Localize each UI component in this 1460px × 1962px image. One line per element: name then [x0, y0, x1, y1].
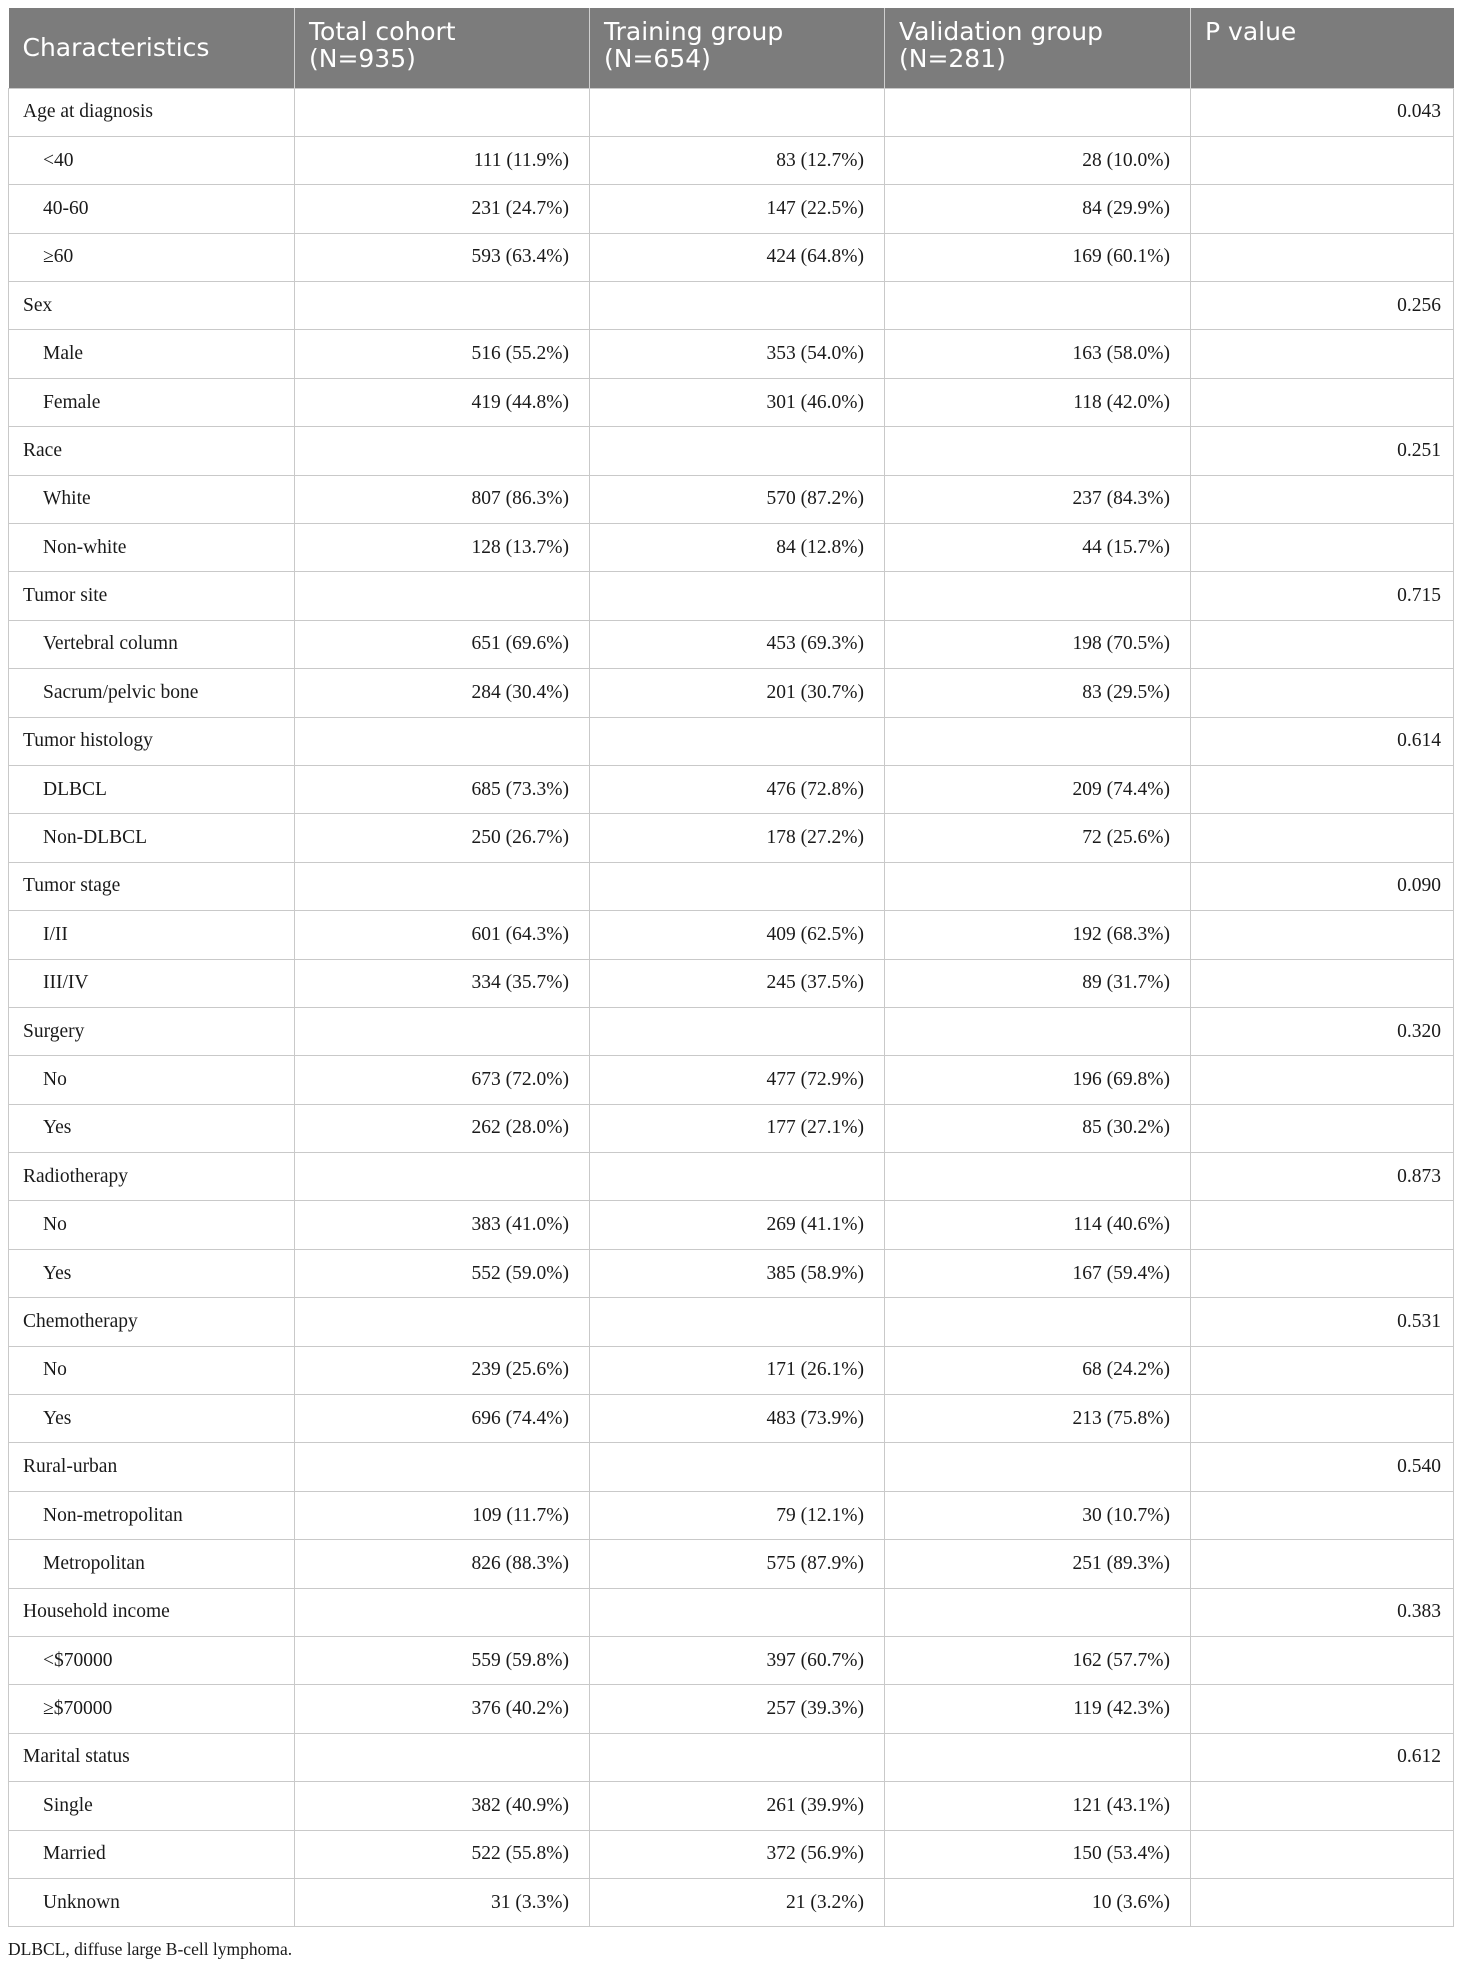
cell-p-value — [1191, 959, 1454, 1007]
cell-p-value — [1191, 1878, 1454, 1926]
cell-total-cohort: 696 (74.4%) — [295, 1395, 590, 1443]
cell-characteristic: Age at diagnosis — [9, 88, 295, 136]
cell-total-cohort — [295, 427, 590, 475]
table-row-category — [9, 1007, 1454, 1055]
cell-training-group — [590, 427, 885, 475]
cell-characteristic: Household income — [9, 1588, 295, 1636]
cell-characteristic: ≥$70000 — [9, 1685, 295, 1733]
cell-p-value: 0.614 — [1191, 717, 1454, 765]
cell-validation-group — [885, 1588, 1191, 1636]
cell-validation-group: 169 (60.1%) — [885, 233, 1191, 281]
header-validation-group-n: (N=281) — [899, 44, 1006, 73]
cell-training-group: 84 (12.8%) — [590, 524, 885, 572]
cell-characteristic: Tumor site — [9, 572, 295, 620]
table-row — [9, 524, 1454, 572]
cell-validation-group: 30 (10.7%) — [885, 1491, 1191, 1539]
cell-training-group: 424 (64.8%) — [590, 233, 885, 281]
cell-p-value: 0.090 — [1191, 862, 1454, 910]
cell-characteristic: Metropolitan — [9, 1540, 295, 1588]
cell-training-group: 483 (73.9%) — [590, 1395, 885, 1443]
cell-training-group: 453 (69.3%) — [590, 620, 885, 668]
cell-p-value — [1191, 330, 1454, 378]
cell-validation-group: 237 (84.3%) — [885, 475, 1191, 523]
cell-training-group: 83 (12.7%) — [590, 136, 885, 184]
cell-total-cohort: 651 (69.6%) — [295, 620, 590, 668]
cell-p-value: 0.256 — [1191, 282, 1454, 330]
cell-total-cohort: 522 (55.8%) — [295, 1830, 590, 1878]
cell-p-value: 0.715 — [1191, 572, 1454, 620]
table-row — [9, 1056, 1454, 1104]
cell-total-cohort — [295, 862, 590, 910]
cell-validation-group: 251 (89.3%) — [885, 1540, 1191, 1588]
cell-total-cohort — [295, 1007, 590, 1055]
cell-validation-group: 196 (69.8%) — [885, 1056, 1191, 1104]
cell-characteristic: <40 — [9, 136, 295, 184]
cell-characteristic: Female — [9, 378, 295, 426]
table-row — [9, 185, 1454, 233]
cell-training-group: 301 (46.0%) — [590, 378, 885, 426]
cell-total-cohort — [295, 1443, 590, 1491]
cell-total-cohort: 685 (73.3%) — [295, 765, 590, 813]
cell-total-cohort — [295, 1153, 590, 1201]
header-total-cohort-n: (N=935) — [309, 44, 416, 73]
cell-p-value — [1191, 378, 1454, 426]
cell-training-group: 257 (39.3%) — [590, 1685, 885, 1733]
cell-p-value — [1191, 814, 1454, 862]
header-training-group — [590, 8, 885, 88]
cell-training-group: 261 (39.9%) — [590, 1782, 885, 1830]
header-p-value-label: P value — [1205, 17, 1297, 46]
cell-training-group — [590, 88, 885, 136]
cell-p-value — [1191, 1637, 1454, 1685]
table-row — [9, 1104, 1454, 1152]
cell-p-value: 0.873 — [1191, 1153, 1454, 1201]
cell-training-group: 397 (60.7%) — [590, 1637, 885, 1685]
table-row — [9, 1637, 1454, 1685]
cell-total-cohort: 231 (24.7%) — [295, 185, 590, 233]
cell-validation-group — [885, 1298, 1191, 1346]
header-total-cohort — [295, 8, 590, 88]
header-p-value — [1191, 8, 1454, 88]
cell-characteristic: Yes — [9, 1104, 295, 1152]
cell-characteristic: Surgery — [9, 1007, 295, 1055]
cell-total-cohort: 826 (88.3%) — [295, 1540, 590, 1588]
table-row — [9, 1395, 1454, 1443]
cell-training-group — [590, 572, 885, 620]
cell-total-cohort — [295, 1588, 590, 1636]
table-container — [8, 8, 1453, 1960]
cell-validation-group — [885, 1153, 1191, 1201]
table-body — [9, 88, 1454, 1927]
cell-characteristic: Vertebral column — [9, 620, 295, 668]
cell-validation-group: 114 (40.6%) — [885, 1201, 1191, 1249]
cell-characteristic: Non-white — [9, 524, 295, 572]
cell-p-value — [1191, 1201, 1454, 1249]
cell-training-group: 245 (37.5%) — [590, 959, 885, 1007]
table-row-category — [9, 427, 1454, 475]
cell-training-group — [590, 717, 885, 765]
cell-p-value — [1191, 475, 1454, 523]
cell-p-value — [1191, 1491, 1454, 1539]
cell-validation-group: 89 (31.7%) — [885, 959, 1191, 1007]
cell-training-group: 372 (56.9%) — [590, 1830, 885, 1878]
cell-p-value: 0.251 — [1191, 427, 1454, 475]
cell-p-value: 0.320 — [1191, 1007, 1454, 1055]
cell-characteristic: No — [9, 1346, 295, 1394]
cell-validation-group: 213 (75.8%) — [885, 1395, 1191, 1443]
cell-p-value: 0.612 — [1191, 1733, 1454, 1781]
header-training-group-n: (N=654) — [604, 44, 711, 73]
cell-total-cohort — [295, 1733, 590, 1781]
cell-training-group: 147 (22.5%) — [590, 185, 885, 233]
cell-total-cohort: 128 (13.7%) — [295, 524, 590, 572]
cell-total-cohort: 382 (40.9%) — [295, 1782, 590, 1830]
cell-training-group: 21 (3.2%) — [590, 1878, 885, 1926]
cell-total-cohort — [295, 282, 590, 330]
table-row-category — [9, 1588, 1454, 1636]
cell-total-cohort: 673 (72.0%) — [295, 1056, 590, 1104]
cell-p-value: 0.383 — [1191, 1588, 1454, 1636]
cell-validation-group: 10 (3.6%) — [885, 1878, 1191, 1926]
table-row — [9, 669, 1454, 717]
cell-characteristic: Chemotherapy — [9, 1298, 295, 1346]
table-row — [9, 911, 1454, 959]
cell-characteristic: ≥60 — [9, 233, 295, 281]
cell-total-cohort: 376 (40.2%) — [295, 1685, 590, 1733]
cell-p-value — [1191, 185, 1454, 233]
cell-training-group — [590, 1007, 885, 1055]
cell-p-value — [1191, 1249, 1454, 1297]
cell-characteristic: <$70000 — [9, 1637, 295, 1685]
cell-training-group: 79 (12.1%) — [590, 1491, 885, 1539]
cell-p-value — [1191, 1395, 1454, 1443]
cell-p-value: 0.043 — [1191, 88, 1454, 136]
cell-validation-group: 84 (29.9%) — [885, 185, 1191, 233]
table-row-category — [9, 1298, 1454, 1346]
table-row-category — [9, 88, 1454, 136]
cell-total-cohort: 419 (44.8%) — [295, 378, 590, 426]
cell-characteristic: Radiotherapy — [9, 1153, 295, 1201]
cell-p-value — [1191, 1830, 1454, 1878]
cell-total-cohort: 601 (64.3%) — [295, 911, 590, 959]
table-footnote: DLBCL, diffuse large B-cell lymphoma. — [8, 1939, 293, 1960]
table-row — [9, 959, 1454, 1007]
table-row — [9, 1878, 1454, 1926]
cell-characteristic: Rural-urban — [9, 1443, 295, 1491]
cell-total-cohort: 239 (25.6%) — [295, 1346, 590, 1394]
header-characteristics-label: Characteristics — [22, 33, 210, 63]
cell-characteristic: White — [9, 475, 295, 523]
cell-training-group: 385 (58.9%) — [590, 1249, 885, 1297]
cell-characteristic: III/IV — [9, 959, 295, 1007]
cell-characteristic: Yes — [9, 1249, 295, 1297]
table-row — [9, 378, 1454, 426]
cell-validation-group: 121 (43.1%) — [885, 1782, 1191, 1830]
cell-validation-group: 150 (53.4%) — [885, 1830, 1191, 1878]
table-row — [9, 136, 1454, 184]
table-row — [9, 1201, 1454, 1249]
cell-characteristic: I/II — [9, 911, 295, 959]
cell-characteristic: Sex — [9, 282, 295, 330]
cell-characteristic: Race — [9, 427, 295, 475]
cell-validation-group — [885, 1443, 1191, 1491]
table-row — [9, 1491, 1454, 1539]
cell-total-cohort: 250 (26.7%) — [295, 814, 590, 862]
cell-training-group — [590, 1443, 885, 1491]
cell-validation-group: 167 (59.4%) — [885, 1249, 1191, 1297]
cell-validation-group — [885, 862, 1191, 910]
table-row-category — [9, 1443, 1454, 1491]
cell-validation-group — [885, 88, 1191, 136]
cell-p-value — [1191, 1104, 1454, 1152]
table-row — [9, 1782, 1454, 1830]
cell-p-value — [1191, 1782, 1454, 1830]
cell-characteristic: Marital status — [9, 1733, 295, 1781]
cell-training-group: 353 (54.0%) — [590, 330, 885, 378]
cell-total-cohort: 334 (35.7%) — [295, 959, 590, 1007]
cell-validation-group — [885, 572, 1191, 620]
cell-training-group: 575 (87.9%) — [590, 1540, 885, 1588]
cell-p-value: 0.531 — [1191, 1298, 1454, 1346]
table-row — [9, 1540, 1454, 1588]
cell-total-cohort: 559 (59.8%) — [295, 1637, 590, 1685]
cell-total-cohort — [295, 572, 590, 620]
cell-total-cohort: 31 (3.3%) — [295, 1878, 590, 1926]
table-row — [9, 1249, 1454, 1297]
cell-characteristic: Sacrum/pelvic bone — [9, 669, 295, 717]
table-row — [9, 814, 1454, 862]
cell-total-cohort: 516 (55.2%) — [295, 330, 590, 378]
cell-validation-group: 85 (30.2%) — [885, 1104, 1191, 1152]
table-row-category — [9, 572, 1454, 620]
cell-total-cohort — [295, 717, 590, 765]
table-row — [9, 233, 1454, 281]
cell-training-group — [590, 862, 885, 910]
cell-validation-group: 162 (57.7%) — [885, 1637, 1191, 1685]
cell-training-group: 570 (87.2%) — [590, 475, 885, 523]
characteristics-table — [8, 8, 1454, 1927]
cell-characteristic: Tumor histology — [9, 717, 295, 765]
cell-validation-group: 119 (42.3%) — [885, 1685, 1191, 1733]
table-row — [9, 1346, 1454, 1394]
cell-total-cohort: 109 (11.7%) — [295, 1491, 590, 1539]
cell-validation-group: 28 (10.0%) — [885, 136, 1191, 184]
cell-validation-group: 163 (58.0%) — [885, 330, 1191, 378]
cell-validation-group — [885, 717, 1191, 765]
cell-training-group: 177 (27.1%) — [590, 1104, 885, 1152]
cell-training-group: 171 (26.1%) — [590, 1346, 885, 1394]
cell-total-cohort: 284 (30.4%) — [295, 669, 590, 717]
table-row — [9, 330, 1454, 378]
header-validation-group — [885, 8, 1191, 88]
cell-characteristic: 40-60 — [9, 185, 295, 233]
cell-p-value — [1191, 620, 1454, 668]
cell-validation-group: 118 (42.0%) — [885, 378, 1191, 426]
cell-characteristic: No — [9, 1201, 295, 1249]
table-row — [9, 620, 1454, 668]
header-row — [9, 8, 1454, 88]
cell-training-group: 201 (30.7%) — [590, 669, 885, 717]
cell-total-cohort: 552 (59.0%) — [295, 1249, 590, 1297]
cell-validation-group — [885, 282, 1191, 330]
cell-total-cohort: 262 (28.0%) — [295, 1104, 590, 1152]
cell-training-group — [590, 1298, 885, 1346]
cell-validation-group — [885, 427, 1191, 475]
header-validation-group-label: Validation group — [899, 17, 1104, 46]
header-training-group-label: Training group — [604, 17, 784, 46]
cell-validation-group: 68 (24.2%) — [885, 1346, 1191, 1394]
cell-total-cohort — [295, 88, 590, 136]
header-total-cohort-label: Total cohort — [309, 17, 456, 46]
cell-validation-group: 83 (29.5%) — [885, 669, 1191, 717]
table-row-category — [9, 862, 1454, 910]
cell-validation-group: 209 (74.4%) — [885, 765, 1191, 813]
cell-characteristic: Single — [9, 1782, 295, 1830]
table-row — [9, 475, 1454, 523]
cell-validation-group: 192 (68.3%) — [885, 911, 1191, 959]
cell-training-group — [590, 1153, 885, 1201]
cell-total-cohort: 593 (63.4%) — [295, 233, 590, 281]
cell-characteristic: DLBCL — [9, 765, 295, 813]
cell-p-value — [1191, 911, 1454, 959]
table-row-category — [9, 1733, 1454, 1781]
cell-p-value — [1191, 669, 1454, 717]
cell-validation-group: 72 (25.6%) — [885, 814, 1191, 862]
cell-training-group: 477 (72.9%) — [590, 1056, 885, 1104]
table-row — [9, 765, 1454, 813]
cell-total-cohort: 383 (41.0%) — [295, 1201, 590, 1249]
cell-training-group — [590, 1733, 885, 1781]
cell-p-value — [1191, 524, 1454, 572]
cell-training-group: 178 (27.2%) — [590, 814, 885, 862]
cell-p-value — [1191, 1346, 1454, 1394]
cell-p-value — [1191, 1056, 1454, 1104]
cell-characteristic: Tumor stage — [9, 862, 295, 910]
cell-total-cohort: 807 (86.3%) — [295, 475, 590, 523]
cell-validation-group — [885, 1733, 1191, 1781]
cell-p-value — [1191, 233, 1454, 281]
table-row-category — [9, 1153, 1454, 1201]
cell-p-value — [1191, 1540, 1454, 1588]
table-row-category — [9, 717, 1454, 765]
cell-validation-group: 198 (70.5%) — [885, 620, 1191, 668]
cell-p-value: 0.540 — [1191, 1443, 1454, 1491]
cell-characteristic: Male — [9, 330, 295, 378]
cell-training-group: 409 (62.5%) — [590, 911, 885, 959]
cell-training-group — [590, 282, 885, 330]
cell-training-group: 476 (72.8%) — [590, 765, 885, 813]
cell-characteristic: Married — [9, 1830, 295, 1878]
cell-p-value — [1191, 765, 1454, 813]
table-row-category — [9, 282, 1454, 330]
table-header — [9, 8, 1454, 88]
cell-characteristic: Yes — [9, 1395, 295, 1443]
cell-training-group: 269 (41.1%) — [590, 1201, 885, 1249]
cell-characteristic: Non-metropolitan — [9, 1491, 295, 1539]
cell-validation-group: 44 (15.7%) — [885, 524, 1191, 572]
cell-p-value — [1191, 136, 1454, 184]
cell-characteristic: Non-DLBCL — [9, 814, 295, 862]
header-characteristics — [9, 8, 295, 88]
cell-total-cohort: 111 (11.9%) — [295, 136, 590, 184]
cell-total-cohort — [295, 1298, 590, 1346]
cell-training-group — [590, 1588, 885, 1636]
table-row — [9, 1830, 1454, 1878]
cell-characteristic: No — [9, 1056, 295, 1104]
cell-characteristic: Unknown — [9, 1878, 295, 1926]
cell-p-value — [1191, 1685, 1454, 1733]
cell-validation-group — [885, 1007, 1191, 1055]
table-row — [9, 1685, 1454, 1733]
